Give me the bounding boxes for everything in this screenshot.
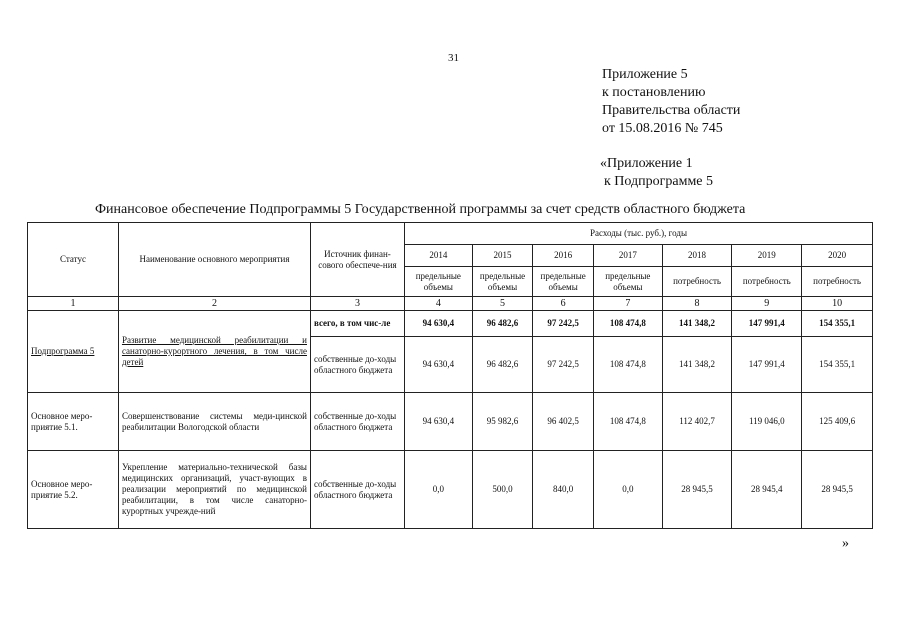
cell-value: 95 982,6 (472, 393, 533, 451)
column-number: 7 (593, 297, 662, 311)
header-year: 2018 (662, 245, 732, 267)
cell-value: 154 355,1 (802, 337, 873, 393)
row-name: Совершенствование системы меди-цинской реабилитации Вологодской области (118, 393, 310, 451)
cell-value: 119 046,0 (732, 393, 802, 451)
cell-value: 28 945,5 (662, 451, 732, 529)
row-status: Основное меро-приятие 5.1. (28, 393, 119, 451)
row-source: собственные до-ходы областного бюджета (310, 337, 404, 393)
cell-value: 141 348,2 (662, 337, 732, 393)
cell-value: 147 991,4 (732, 311, 802, 337)
row-status: Основное меро-приятие 5.2. (28, 451, 119, 529)
header-sub: потребность (802, 267, 873, 297)
header-year: 2015 (472, 245, 533, 267)
column-number: 6 (533, 297, 594, 311)
header-year: 2019 (732, 245, 802, 267)
header-sub: предельные объемы (472, 267, 533, 297)
header-sub: потребность (662, 267, 732, 297)
appendix-header (602, 66, 740, 138)
row-name: Укрепление материально-технической базы медицинских организаций, участ-вующих в реализации мероприятий по медицинской реабилитации, в том числе санаторно-курортных учрежде-ний (118, 451, 310, 529)
cell-value: 108 474,8 (593, 311, 662, 337)
header-sub: предельные объемы (593, 267, 662, 297)
header-year: 2020 (802, 245, 873, 267)
appendix-line: от 15.08.2016 № 745 (602, 121, 723, 136)
cell-value: 0,0 (593, 451, 662, 529)
header-status: Статус (28, 223, 119, 297)
cell-value: 112 402,7 (662, 393, 732, 451)
row-name: Развитие медицинской реабилитации и санаторно-курортного лечения, в том числе детей (118, 311, 310, 393)
appendix-line: к постановлению (602, 85, 706, 100)
cell-value: 94 630,4 (404, 337, 472, 393)
appendix-line: Правительства области (602, 103, 741, 118)
document-title: Финансовое обеспечение Подпрограммы 5 Государственной программы за счет средств областного бюджета (95, 202, 746, 217)
column-number: 3 (310, 297, 404, 311)
table-row (28, 451, 873, 529)
cell-value: 96 482,6 (472, 311, 533, 337)
header-sub: предельные объемы (404, 267, 472, 297)
column-number: 5 (472, 297, 533, 311)
cell-value: 97 242,5 (533, 337, 594, 393)
row-source: собственные до-ходы областного бюджета (310, 451, 404, 529)
column-number: 8 (662, 297, 732, 311)
header-year: 2014 (404, 245, 472, 267)
column-number: 9 (732, 297, 802, 311)
financing-table (27, 222, 873, 529)
header-sub: предельные объемы (533, 267, 594, 297)
cell-value: 94 630,4 (404, 311, 472, 337)
cell-value: 147 991,4 (732, 337, 802, 393)
cell-value: 125 409,6 (802, 393, 873, 451)
column-number: 4 (404, 297, 472, 311)
appendix-subheader (600, 155, 713, 191)
cell-value: 141 348,2 (662, 311, 732, 337)
appendix2-line: «Приложение 1 (600, 156, 693, 171)
cell-value: 154 355,1 (802, 311, 873, 337)
cell-value: 96 482,6 (472, 337, 533, 393)
cell-value: 97 242,5 (533, 311, 594, 337)
header-source: Источник финан-сового обеспече-ния (310, 223, 404, 297)
row-source: всего, в том чис-ле (310, 311, 404, 337)
column-number: 1 (28, 297, 119, 311)
cell-value: 0,0 (404, 451, 472, 529)
header-expenses: Расходы (тыс. руб.), годы (404, 223, 872, 245)
appendix-line: Приложение 5 (602, 67, 688, 82)
header-sub: потребность (732, 267, 802, 297)
table-row (28, 311, 873, 337)
cell-value: 28 945,4 (732, 451, 802, 529)
table-row (28, 393, 873, 451)
cell-value: 28 945,5 (802, 451, 873, 529)
cell-value: 840,0 (533, 451, 594, 529)
cell-value: 108 474,8 (593, 337, 662, 393)
header-name: Наименование основного мероприятия (118, 223, 310, 297)
cell-value: 500,0 (472, 451, 533, 529)
column-number: 10 (802, 297, 873, 311)
cell-value: 94 630,4 (404, 393, 472, 451)
closing-quote: » (842, 536, 849, 551)
header-year: 2016 (533, 245, 594, 267)
header-year: 2017 (593, 245, 662, 267)
appendix2-line: к Подпрограмме 5 (604, 174, 714, 189)
row-status: Подпрограмма 5 (28, 311, 119, 393)
page-number: 31 (448, 52, 459, 64)
column-number: 2 (118, 297, 310, 311)
cell-value: 108 474,8 (593, 393, 662, 451)
row-source: собственные до-ходы областного бюджета (310, 393, 404, 451)
cell-value: 96 402,5 (533, 393, 594, 451)
